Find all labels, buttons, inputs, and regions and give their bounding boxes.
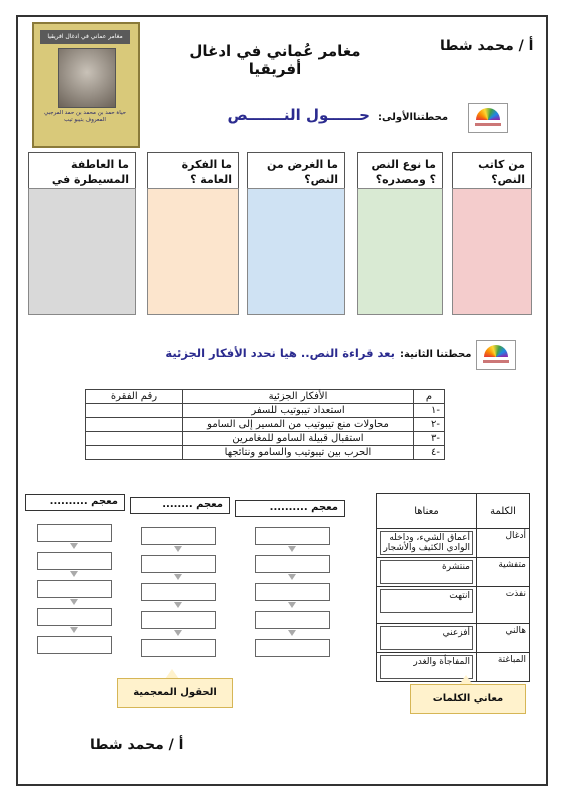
answer-box-main-idea[interactable] — [147, 188, 239, 315]
vocab-meaning: منتشرة — [380, 560, 473, 584]
station2-label: محطتنا الثانية: — [400, 349, 472, 360]
down-arrow-icon — [70, 599, 78, 605]
table-row — [86, 432, 445, 446]
cover-subtitle-line1: حياة حمد بن محمد بن حمد المرجبي — [43, 110, 127, 116]
row-idea: استقبال قبيلة السامو للمغامرين — [183, 432, 414, 446]
lexicon-box[interactable] — [255, 639, 330, 657]
table-row — [377, 624, 530, 653]
row-idea: استعداد تيبوتيب للسفر — [183, 404, 414, 418]
vocab-word: أدغال — [477, 529, 530, 558]
lexicon-box[interactable] — [141, 639, 216, 657]
lexicon-heading-1: معجم .......... — [25, 494, 125, 511]
table-row — [377, 587, 530, 624]
question-type: ما نوع النص ؟ ومصدره؟ — [357, 152, 443, 190]
row-number: -١ — [414, 404, 445, 418]
row-number: -٤ — [414, 446, 445, 460]
lexicon-heading-2: معجم ........ — [130, 497, 230, 514]
author-name-bottom: أ / محمد شطا — [90, 737, 184, 753]
vocab-meaning: أعماق الشيء، وداخله الوادي الكثيف والأشجار — [380, 531, 473, 555]
down-arrow-icon — [174, 574, 182, 580]
vocab-table — [376, 493, 530, 682]
ideas-table — [85, 389, 445, 460]
cover-title: مغامر عماني في ادغال افريقيا — [40, 30, 130, 44]
lexicon-box[interactable] — [255, 555, 330, 573]
vocab-header-row — [377, 494, 530, 529]
vocab-word: نفذت — [477, 587, 530, 624]
down-arrow-icon — [70, 543, 78, 549]
cover-subtitle — [40, 110, 130, 124]
vocab-meaning: المفاجأة والغدر — [380, 655, 473, 679]
down-arrow-icon — [174, 630, 182, 636]
table-row — [377, 529, 530, 558]
table-row — [377, 558, 530, 587]
col-ideas-header: الأفكار الجزئية — [183, 390, 414, 404]
table-row — [86, 418, 445, 432]
lexicon-box[interactable] — [37, 580, 112, 598]
row-paragraph-cell[interactable] — [86, 432, 183, 446]
page-title: مغامر عُماني في ادغال أفريقيا — [189, 42, 361, 78]
station2-title: بعد قراءة النص.. هيا نحدد الأفكار الجزئية — [165, 346, 395, 360]
down-arrow-icon — [174, 602, 182, 608]
lexicon-box[interactable] — [37, 608, 112, 626]
question-emotion: ما العاطفة المسيطرة في — [28, 152, 136, 190]
row-paragraph-cell[interactable] — [86, 418, 183, 432]
down-arrow-icon — [288, 574, 296, 580]
lexicon-box[interactable] — [255, 583, 330, 601]
vocab-meaning: أفزعني — [380, 626, 473, 650]
answer-box-emotion[interactable] — [28, 188, 136, 315]
lexicon-box[interactable] — [255, 527, 330, 545]
portrait-image — [58, 48, 116, 108]
col-number-header: م — [414, 390, 445, 404]
vocab-word: متفشية — [477, 558, 530, 587]
station1-title: حــــــول النـــــــص — [227, 106, 370, 124]
down-arrow-icon — [288, 630, 296, 636]
vocab-word-header: الكلمة — [477, 494, 530, 529]
answer-box-author[interactable] — [452, 188, 532, 315]
vocab-word: المباغتة — [477, 653, 530, 682]
station1-label: محطتناالأولى: — [378, 112, 449, 123]
station2-logo-icon — [476, 340, 516, 370]
lexicon-box[interactable] — [141, 527, 216, 545]
cover-subtitle-line2: المعروف بتيبو تيب — [64, 117, 106, 123]
station-logo-icon — [468, 103, 508, 133]
ideas-header-row — [86, 390, 445, 404]
row-idea: محاولات منع تيبوتيب من المسير إلى السامو — [183, 418, 414, 432]
table-row — [86, 446, 445, 460]
lexicon-box[interactable] — [255, 611, 330, 629]
row-number: -٣ — [414, 432, 445, 446]
lexicon-box[interactable] — [37, 552, 112, 570]
down-arrow-icon — [288, 546, 296, 552]
lexicon-box[interactable] — [141, 611, 216, 629]
lexicon-box[interactable] — [141, 555, 216, 573]
down-arrow-icon — [174, 546, 182, 552]
table-row — [377, 653, 530, 682]
question-purpose: ما الغرض من النص؟ — [247, 152, 345, 190]
down-arrow-icon — [70, 627, 78, 633]
vocab-meaning-header: معناها — [377, 494, 477, 529]
vocab-word: هالني — [477, 624, 530, 653]
question-main-idea: ما الفكرة العامة ؟ — [147, 152, 239, 190]
row-paragraph-cell[interactable] — [86, 446, 183, 460]
author-name-top: أ / محمد شطا — [440, 38, 534, 54]
lexicon-box[interactable] — [37, 524, 112, 542]
word-meanings-note: معاني الكلمات — [410, 684, 526, 714]
lexicon-box[interactable] — [141, 583, 216, 601]
lexicon-box[interactable] — [37, 636, 112, 654]
row-idea: الحرب بين تيبوتيب والسامو ونتائجها — [183, 446, 414, 460]
down-arrow-icon — [288, 602, 296, 608]
book-cover-image — [32, 22, 140, 148]
table-row — [86, 404, 445, 418]
row-paragraph-cell[interactable] — [86, 404, 183, 418]
col-paragraph-header: رقم الفقرة — [86, 390, 183, 404]
lexical-fields-note: الحقول المعجمية — [117, 678, 233, 708]
answer-box-purpose[interactable] — [247, 188, 345, 315]
answer-box-type[interactable] — [357, 188, 443, 315]
question-author: من كاتب النص؟ — [452, 152, 532, 190]
lexicon-heading-3: معجم .......... — [235, 500, 345, 517]
vocab-meaning: انتهت — [380, 589, 473, 613]
down-arrow-icon — [70, 571, 78, 577]
row-number: -٢ — [414, 418, 445, 432]
